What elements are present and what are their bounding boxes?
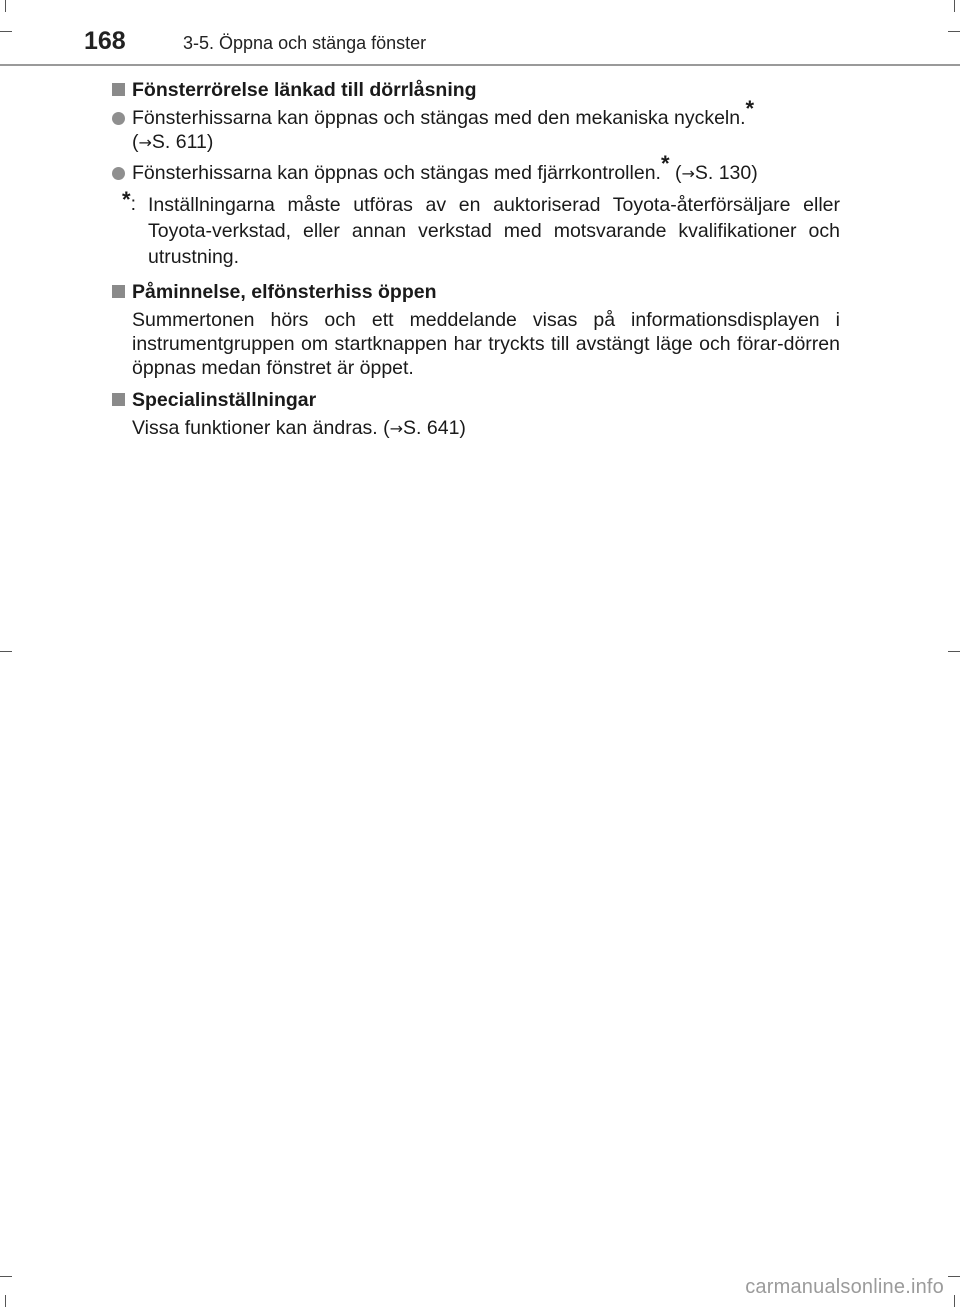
section-window-door-lock [112, 78, 840, 270]
section-title: Specialinställningar [132, 389, 317, 411]
section-heading [112, 280, 840, 304]
bullet-body: Fönsterhissarna kan öppnas och stängas med fjärrkontrollen. [132, 162, 661, 184]
list-item [112, 151, 840, 186]
footnote [122, 187, 840, 270]
page-content [112, 78, 840, 449]
crop-mark [954, 1295, 955, 1307]
page-reference[interactable]: S. 130 [694, 162, 752, 184]
crop-mark [948, 651, 960, 652]
bullet-body: Fönsterhissarna kan öppnas och stängas med den mekaniska nyckeln. [132, 107, 746, 129]
bullet-text: Fönsterhissarna kan öppnas och stängas med den mekaniska nyckeln.* (→S. 611) [132, 96, 755, 153]
arrow-icon: → [138, 133, 152, 152]
section-heading [112, 78, 840, 102]
page-reference[interactable]: S. 641 [403, 417, 460, 439]
crop-mark [0, 651, 12, 652]
chapter-title: 3-5. Öppna och stänga fönster [183, 33, 427, 53]
square-bullet-icon [112, 285, 125, 298]
page-header [0, 0, 960, 66]
footnote-text: Inställningarna måste utföras av en auktoriserad Toyota-återförsäljare eller Toyota-verkstad, eller annan verkstad med motsvarande kvalifikationer och utrustning. [148, 194, 840, 268]
page-number: 168 [84, 27, 126, 55]
section-title: Påminnelse, elfönsterhiss öppen [132, 281, 437, 303]
square-bullet-icon [112, 393, 125, 406]
paragraph-text: Vissa funktioner kan ändras. ( [132, 417, 390, 439]
section-heading [112, 388, 840, 412]
section-paragraph: Summertonen hörs och ett meddelande visas på informationsdisplayen i instrumentgruppen om startknappen har tryckts till avstängt läge och förar-dörren öppnas medan fönstret är öppet. [132, 309, 840, 379]
round-bullet-icon [112, 167, 125, 180]
watermark: carmanualsonline.info [745, 1276, 944, 1298]
list-item [112, 96, 840, 155]
crop-mark [5, 1295, 6, 1307]
footnote-star: * [660, 151, 670, 176]
paragraph-text: ) [459, 417, 466, 439]
section-special-settings [112, 388, 840, 441]
page-reference[interactable]: S. 611 [151, 131, 207, 153]
bullet-text: Fönsterhissarna kan öppnas och stängas med fjärrkontrollen.* (→S. 130) [132, 151, 758, 184]
arrow-icon: → [389, 419, 404, 438]
section-paragraph [112, 416, 840, 441]
footnote-star: * [122, 187, 131, 212]
square-bullet-icon [112, 83, 125, 96]
crop-mark [0, 1276, 12, 1277]
section-window-reminder [112, 280, 840, 380]
header-rule [0, 64, 960, 66]
footnote-mark: *: [122, 187, 136, 215]
section-title: Fönsterrörelse länkad till dörrlåsning [132, 79, 477, 101]
crop-mark [948, 1276, 960, 1277]
round-bullet-icon [112, 112, 125, 125]
arrow-icon: → [681, 164, 695, 183]
footnote-star: * [745, 96, 755, 121]
